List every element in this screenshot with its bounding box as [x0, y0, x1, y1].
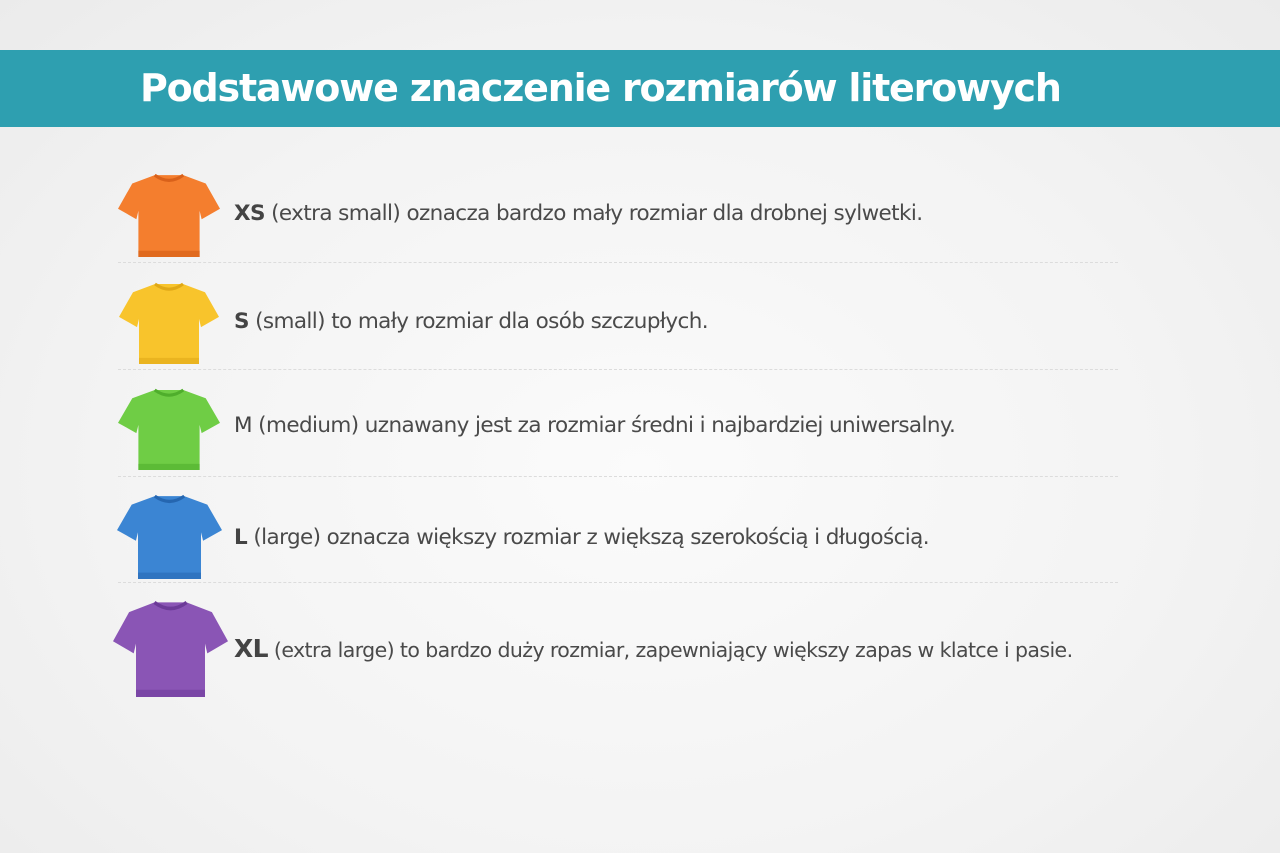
divider	[118, 476, 1118, 477]
size-description	[234, 309, 708, 334]
size-text: (medium) uznawany jest za rozmiar średni i najbardziej uniwersalny.	[251, 413, 956, 438]
orange-tshirt-icon	[118, 173, 220, 257]
page-title: Podstawowe znaczenie rozmiarów literowych	[140, 66, 1061, 110]
divider	[118, 369, 1118, 370]
blue-tshirt-icon	[117, 494, 222, 579]
size-code: M	[234, 413, 252, 438]
purple-tshirt-icon	[113, 600, 228, 697]
size-text: (small) to mały rozmiar dla osób szczupłych.	[248, 309, 708, 334]
yellow-tshirt-icon	[119, 282, 219, 364]
size-description	[234, 413, 955, 438]
size-code: L	[234, 525, 248, 550]
size-code: S	[234, 309, 249, 334]
size-description	[234, 201, 922, 226]
size-code: XS	[234, 201, 265, 226]
size-text: (extra small) oznacza bardzo mały rozmiar dla drobnej sylwetki.	[264, 201, 923, 226]
size-text: (large) oznacza większy rozmiar z większą szerokością i długością.	[247, 525, 929, 550]
size-text: (extra large) to bardzo duży rozmiar, zapewniający większy zapas w klatce i pasie.	[268, 638, 1073, 662]
size-code: XL	[234, 634, 269, 663]
green-tshirt-icon	[118, 388, 220, 470]
size-description	[234, 634, 1073, 663]
divider	[118, 262, 1118, 263]
size-description	[234, 525, 929, 550]
divider	[118, 582, 1118, 583]
